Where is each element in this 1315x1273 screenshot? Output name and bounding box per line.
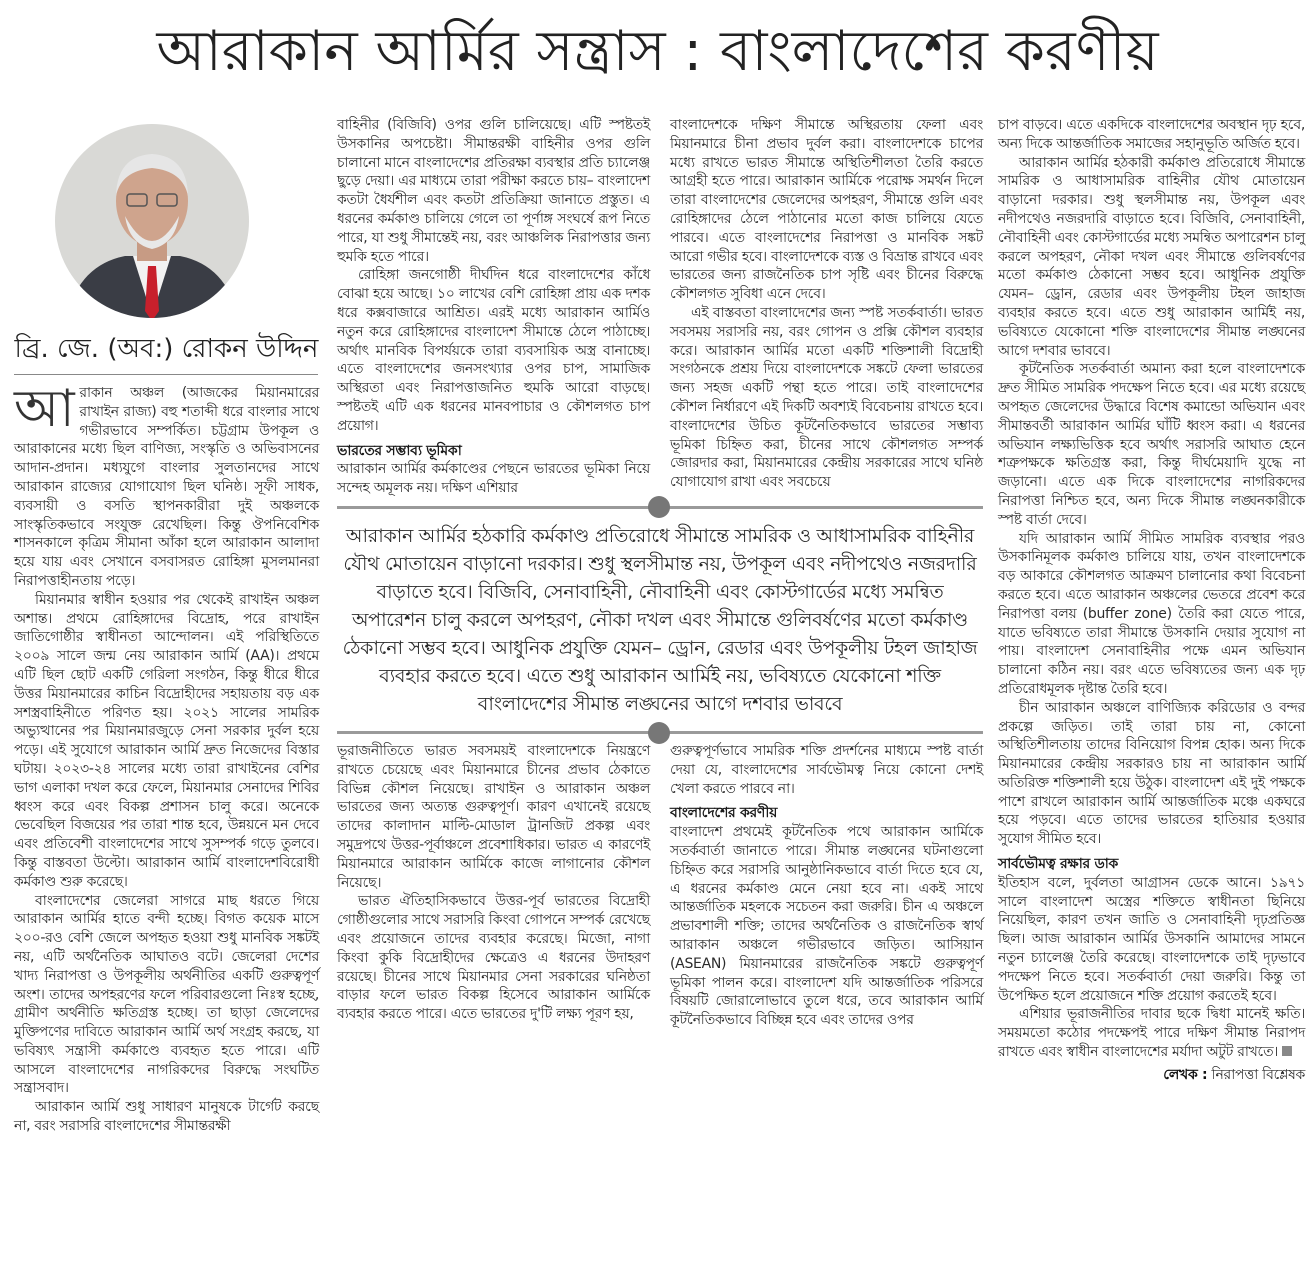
- credit-label: লেখক :: [1163, 1066, 1208, 1083]
- paragraph: কূটনৈতিক সতর্কবার্তা অমান্য করা হলে বাংলাদেশকে দ্রুত সীমিত সামরিক পদক্ষেপ নিতে হবে। এর মধ্যে রয়েছে অপহৃত জেলেদের উদ্ধারে বিশেষ কমান্ডো অভিযান এবং সীমান্তবর্তী আরাকান আর্মির ঘাঁটি ধ্বংস করা। এ ধরনের অভিযান লক্ষ্যভিত্তিক হবে অর্থাৎ সরাসরি আঘাত হেনে শত্রুপক্ষকে ক্ষতিগ্রস্ত করা, কিন্তু দীর্ঘমেয়াদি যুদ্ধে না জড়ানো। এতে এক দিকে বাংলাদেশের নাগরিকদের নিরাপত্তা নিশ্চিত হবে, অন্য দিকে সীমান্ত লঙ্ঘনকারীকে স্পষ্ট বার্তা দেবে।: [998, 361, 1305, 528]
- paragraph: আরাকান আর্মির হঠকারী কর্মকাণ্ড প্রতিরোধে সীমান্তে সামরিক ও আধাসামরিক বাহিনীর যৌথ মোতায়েন বাড়ানো দরকার। শুধু স্থলসীমান্ত নয়, উপকূল এবং নদীপথেও নজরদারি বাড়াতে হবে। বিজিবি, সেনাবাহিনী, নৌবাহিনী এবং কোস্টগার্ডের মধ্যে সমন্বিত অপারেশন চালু করলে অপহরণ, নৌকা দখল এবং সীমান্তে গুলিবর্ষণের মতো কর্মকাণ্ড ঠেকানো সম্ভব হবে। আধুনিক প্রযুক্তি যেমন– ড্রোন, রেডার এবং উপকূলীয় টহল জাহাজ ব্যবহার করতে হবে। এতে শুধু আরাকান আর্মিই নয়, ভবিষ্যতে যেকোনো শক্তি বাংলাদেশের সীমান্ত লঙ্ঘনের আগে দশবার ভাববে।: [998, 154, 1305, 359]
- intro-text: রাকান অঞ্চল (আজকের মিয়ানমারের রাখাইন রাজ্য) বহু শতাব্দী ধরে বাংলার সাথে গভীরভাবে সম্পর্কিত। চট্টগ্রাম উপকূল ও আরাকানের মধ্যে ছিল বাণিজ্য, সংস্কৃতি ও অভিবাসনের আদান-প্রদান। মধ্যযুগে বাংলার সুলতানদের সাথে আরাকান রাজ্যের যোগাযোগ ছিল ঘনিষ্ঠ। সূফী সাধক, ব্যবসায়ী ও বসতি স্থাপনকারীরা দুই অঞ্চলকে সাংস্কৃতিকভাবে সংযুক্ত রেখেছিল। কিন্তু ঔপনিবেশিক শাসনকালে কৃত্রিম সীমানা আঁকা হলে আরাকান আলাদা হয়ে যায় এবং সেখানে বসবাসরত রোহিঙ্গা মুসলমানরা নিরাপত্তাহীনতায় পড়ে।: [14, 385, 319, 589]
- end-mark-icon: [1282, 1046, 1292, 1056]
- author-photo: [55, 116, 250, 326]
- column-1: [14, 379, 319, 1136]
- pull-quote: আরাকান আর্মির হঠকারি কর্মকাণ্ড প্রতিরোধে সীমান্তে সামরিক ও আধাসামরিক বাহিনীর যৌথ মোতায়েন বাড়ানো দরকার। শুধু স্থলসীমান্ত নয়, উপকূল এবং নদীপথেও নজরদারি বাড়াতে হবে। বিজিবি, সেনাবাহিনী, নৌবাহিনী এবং কোস্টগার্ডের মধ্যে সমন্বিত অপারেশন চালু করলে অপহরণ, নৌকা দখল এবং সীমান্তে গুলিবর্ষণের মতো কর্মকাণ্ড ঠেকানো সম্ভব হবে। আধুনিক প্রযুক্তি যেমন– ড্রোন, রেডার এবং উপকূলীয় টহল জাহাজ ব্যবহার করতে হবে। এতে শুধু আরাকান আর্মিই নয়, ভবিষ্যতে যেকোনো শক্তি বাংলাদেশের সীমান্ত লঙ্ঘনের আগে দশবার ভাববে: [342, 524, 978, 715]
- subheading-bangladesh-duty: বাংলাদেশের করণীয়: [670, 805, 778, 822]
- paragraph: আরাকান আর্মি শুধু সাধারণ মানুষকে টার্গেট করছে না, বরং সরাসরি বাংলাদেশের সীমান্তরক্ষী: [14, 1099, 319, 1135]
- paragraph: মিয়ানমার স্বাধীন হওয়ার পর থেকেই রাখাইন অঞ্চল অশান্ত। প্রথমে রোহিঙ্গাদের বিদ্রোহ, পরে রাখাইন জাতিগোষ্ঠীর স্বাধীনতা আন্দোলন। এই পরিস্থিতিতে ২০০৯ সালে জন্ম নেয় আরাকান আর্মি (AA)। প্রথমে এটি ছিল ছোট একটি গেরিলা সংগঠন, কিন্তু ধীরে ধীরে উত্তর মিয়ানমারের কাচিন বিদ্রোহীদের সহায়তায় বড় এক সশস্ত্রবাহিনীতে পরিণত হয়। ২০২১ সালের সামরিক অভ্যুত্থানের পর মিয়ানমারজুড়ে সেনা সরকার দুর্বল হয়ে পড়ে। এই সুযোগে আরাকান আর্মি দ্রুত নিজেদের বিস্তার ঘটায়। ২০২৩-২৪ সালের মধ্যে তারা রাখাইনের বেশির ভাগ এলাকা দখল করে ফেলে, মিয়ানমার সেনাদের শিবির ধ্বংস করে এবং বিকল্প প্রশাসন চালু করে। অনেকে ভেবেছিল বিজয়ের পর তারা শান্ত হবে, উন্নয়নে মন দেবে এবং প্রতিবেশী বাংলাদেশের সাথে সুসম্পর্ক গড়ে তুলবে। কিন্তু বাস্তবতা উল্টো। আরাকান আর্মি বাংলাদেশবিরোধী কর্মকাণ্ড শুরু করেছে।: [14, 591, 319, 890]
- final-text: এশিয়ার ভূরাজনীতির দাবার ছকে দ্বিধা মানেই ক্ষতি। সময়মতো কঠোর পদক্ষেপই পারে দক্ষিণ সীমান্ত নিরাপদ রাখতে এবং স্বাধীন বাংলাদেশের মর্যাদা অটুট রাখতে।: [998, 1006, 1305, 1061]
- column-4: [998, 116, 1305, 1085]
- paragraph: ইতিহাস বলে, দুর্বলতা আগ্রাসন ডেকে আনে। ১৯৭১ সালে বাংলাদেশ অস্ত্রের শক্তিতে স্বাধীনতা ছিনিয়ে নিয়েছিল, কারণ তখন জাতি ও সেনাবাহিনী দৃঢ়প্রতিজ্ঞ ছিল। আজ আরাকান আর্মির উসকানি আমাদের সামনে নতুন চ্যালেঞ্জ তৈরি করেছে। বাংলাদেশকে তাই দৃঢ়ভাবে পদক্ষেপ নিতে হবে। সতর্কবার্তা দেয়া জরুরি। কিন্তু তা উপেক্ষিত হলে প্রয়োজনে শক্তি প্রয়োগ করতেই হবে।: [998, 874, 1305, 1004]
- paragraph: এই বাস্তবতা বাংলাদেশের জন্য স্পষ্ট সতর্কবার্তা। ভারত সবসময় সরাসরি নয়, বরং গোপন ও প্রক্সি কৌশল ব্যবহার করে। আরাকান আর্মির মতো একটি শক্তিশালী বিদ্রোহী সংগঠনকে প্রশ্রয় দিয়ে বাংলাদেশকে সঙ্কটে ফেলা ভারতের জন্য সহজ একটি পন্থা হতে পারে। তাই বাংলাদেশের কৌশল নির্ধারণে এই দিকটি অবশ্যই বিবেচনায় রাখতে হবে। বাংলাদেশের উচিত কূটনৈতিকভাবে ভারতের সম্ভাব্য ভূমিকা চিহ্নিত করা, চীনের সাথে কৌশলগত সম্পর্ক জোরদার করা, মিয়ানমারের কেন্দ্রীয় সরকারের সাথে ঘনিষ্ঠ যোগাযোগ রাখা এবং সবচেয়ে: [670, 304, 983, 491]
- credit-value: নিরাপত্তা বিশ্লেষক: [1211, 1066, 1305, 1083]
- column-2-top: [337, 116, 650, 498]
- column-2-bottom: [337, 742, 650, 1030]
- paragraph: বাংলাদেশের জেলেরা সাগরে মাছ ধরতে গিয়ে আরাকান আর্মির হাতে বন্দী হচ্ছে। বিগত কয়েক মাসে ২০০-রও বেশি জেলে অপহৃত হওয়া শুধু মানবিক সঙ্কটই নয়, এটি অর্থনৈতিক আঘাতও বটে। জেলেরা দেশের খাদ্য নিরাপত্তা ও উপকূলীয় অর্থনীতির একটি গুরুত্বপূর্ণ অংশ। তাদের অপহরণের ফলে পরিবারগুলো নিঃস্ব হচ্ছে, গ্রামীণ অর্থনীতি ক্ষতিগ্রস্ত হচ্ছে। তা ছাড়া জেলেদের মুক্তিপণের দাবিতে আরাকান আর্মি অর্থ সংগ্রহ করছে, যা ভবিষ্যৎ সন্ত্রাসী কর্মকাণ্ডে ব্যবহৃত হতে পারে। এটি আসলে বাংলাদেশের নাগরিকদের বিরুদ্ধে সংঘটিত সন্ত্রাসবাদ।: [14, 892, 319, 1097]
- byline-divider: [14, 374, 318, 375]
- subheading-sovereignty: সার্বভৌমত্ব রক্ষার ডাক: [998, 856, 1119, 873]
- paragraph: ভারত ঐতিহাসিকভাবে উত্তর-পূর্ব ভারতের বিদ্রোহী গোষ্ঠীগুলোর সাথে সরাসরি কিংবা গোপনে সম্পর্ক রেখেছে এবং প্রয়োজনে তাদের ব্যবহার করেছে। মিজো, নাগা কিংবা কুকি বিদ্রোহীদের ক্ষেত্রেও এ ধরনের উদাহরণ রয়েছে। চীনের সাথে মিয়ানমার সেনা সরকারের ঘনিষ্ঠতা বাড়ার ফলে ভারত বিকল্প হিসেবে আরাকান আর্মিকে ব্যবহার করতে পারে। এতে ভারতের দু'টি লক্ষ্য পূরণ হয়,: [337, 893, 650, 1023]
- paragraph: চাপ বাড়বে। এতে একদিকে বাংলাদেশের অবস্থান দৃঢ় হবে, অন্য দিকে আন্তর্জাতিক সমাজের সহানুভূতি অর্জিত হবে।: [998, 117, 1305, 152]
- paragraph: বাহিনীর (বিজিবি) ওপর গুলি চালিয়েছে। এটি স্পষ্টতই উসকানির অপচেষ্টা। সীমান্তরক্ষী বাহিনীর ওপর গুলি চালানো মানে বাংলাদেশের প্রতিরক্ষা ব্যবস্থার প্রতি চ্যালেঞ্জ ছুড়ে দেয়া। এর মাধ্যমে তারা পরীক্ষা করতে চায়– বাংলাদেশ কতটা ধৈর্যশীল এবং কতটা প্রতিক্রিয়া জানাতে প্রস্তুত। এ ধরনের কর্মকাণ্ড চালিয়ে গেলে তা পূর্ণাঙ্গ সংঘর্ষে রূপ নিতে পারে, যা শুধু সীমান্তেই নয়, বরং আঞ্চলিক নিরাপত্তার জন্য হুমকি হতে পারে।: [337, 117, 650, 265]
- middle-columns: [337, 116, 983, 1030]
- paragraph: রোহিঙ্গা জনগোষ্ঠী দীর্ঘদিন ধরে বাংলাদেশের কাঁধে বোঝা হয়ে আছে। ১০ লাখের বেশি রোহিঙ্গা প্রায় এক দশক ধরে কক্সবাজারে আশ্রিত। এরই মধ্যে আরাকান আর্মিও নতুন করে রোহিঙ্গাদের বাংলাদেশ সীমান্তে ঠেলে পাঠাচ্ছে। অর্থাৎ মানবিক বিপর্যয়কে তারা ব্যবসায়িক অস্ত্র বানাচ্ছে। এতে বাংলাদেশের জনসংখ্যার ওপর চাপ, সামাজিক অস্থিরতা এবং নিরাপত্তাজনিত হুমকি আরো বাড়ছে। স্পষ্টতই এটি এক ধরনের মানবপাচার ও কৌশলগত চাপ প্রয়োগ।: [337, 267, 650, 434]
- column-3-top: [670, 116, 983, 498]
- paragraph: যদি আরাকান আর্মি সীমিত সামরিক ব্যবস্থার পরও উসকানিমূলক কর্মকাণ্ড চালিয়ে যায়, তখন বাংলাদেশকে বড় আকারে কৌশলগত আক্রমণ চালানোর কথা বিবেচনা করতে হবে। এতে আরাকান অঞ্চলের ভেতরে প্রবেশ করে নিরাপত্তা বলয় (buffer zone) তৈরি করা যেতে পারে, যাতে ভবিষ্যতে তারা সীমান্তে উসকানি দেয়ার সুযোগ না পায়। বাংলাদেশ সেনাবাহিনীর পক্ষে এমন অভিযান চালানো কঠিন নয়। বরং এতে ভবিষ্যতের জন্য এক দৃঢ় প্রতিরোধমূলক দৃষ্টান্ত তৈরি হবে।: [998, 530, 1305, 697]
- paragraph: গুরুত্বপূর্ণভাবে সামরিক শক্তি প্রদর্শনের মাধ্যমে স্পষ্ট বার্তা দেয়া যে, বাংলাদেশের সার্বভৌমত্ব নিয়ে কোনো দেশই খেলা করতে পারবে না।: [670, 742, 983, 797]
- subheading-india-role: ভারতের সম্ভাব্য ভূমিকা: [337, 442, 462, 459]
- paragraph: বাংলাদেশ প্রথমেই কূটনৈতিক পথে আরাকান আর্মিকে সতর্কবার্তা জানাতে পারে। সীমান্ত লঙ্ঘনের ঘটনাগুলো চিহ্নিত করে সরাসরি আনুষ্ঠানিকভাবে বার্তা দিতে হবে যে, এ ধরনের কর্মকাণ্ড মেনে নেয়া হবে না। একই সাথে আন্তর্জাতিক মহলকে সচেতন করা জরুরি। চীন এ অঞ্চলে প্রভাবশালী শক্তি; তাদের অর্থনৈতিক ও রাজনৈতিক স্বার্থ আরাকান অঞ্চলে গভীরভাবে জড়িত। আসিয়ান (ASEAN) মিয়ানমারের রাজনৈতিক সঙ্কটে গুরুত্বপূর্ণ ভূমিকা পালন করে। বাংলাদেশ যদি আন্তর্জাতিক পরিসরে বিষয়টি জোরালোভাবে তুলে ধরে, তবে আরাকান আর্মি কূটনৈতিকভাবে বিচ্ছিন্ন হবে এবং তাদের ওপর: [670, 824, 983, 1029]
- pullquote-top-dot: [648, 496, 670, 518]
- author-credit: [998, 1066, 1305, 1085]
- pull-quote-block: [337, 506, 983, 734]
- drop-cap: আ: [14, 379, 75, 439]
- column-3-bottom: [670, 742, 983, 1030]
- paragraph: বাংলাদেশকে দক্ষিণ সীমান্তে অস্থিরতায় ফেলা এবং মিয়ানমারে চীনা প্রভাব দুর্বল করা। বাংলাদেশকে চাপের মধ্যে রাখতে ভারত সীমান্তে অস্থিতিশীলতা তৈরি করতে আগ্রহী হতে পারে। আরাকান আর্মিকে পরোক্ষ সমর্থন দিলে তারা বাংলাদেশের জেলেদের অপহরণ, সীমান্তে গুলি এবং রোহিঙ্গাদের ঠেলে পাঠানোর মতো কাজ চালিয়ে যেতে পারবে। এতে বাংলাদেশের নিরাপত্তা ও মানবিক সঙ্কট আরো গভীর হবে। বাংলাদেশকে ব্যস্ত ও বিভ্রান্ত রাখবে এবং ভারতের জন্য রাজনৈতিক চাপ সৃষ্টি এবং চীনের বিরুদ্ধে কৌশলগত সুবিধা এনে দেবে।: [670, 117, 983, 303]
- author-portrait-image: [55, 116, 250, 326]
- headline: আরাকান আর্মির সন্ত্রাস : বাংলাদেশের করণীয়: [156, 19, 1159, 84]
- paragraph: চীন আরাকান অঞ্চলে বাণিজ্যিক করিডোর ও বন্দর প্রকল্পে জড়িত। তাই তারা চায় না, কোনো অস্থিতিশীলতায় তাদের বিনিয়োগ বিপন্ন হোক। অন্য দিকে মিয়ানমারের কেন্দ্রীয় সরকারও চায় না আরাকান আর্মি অতিরিক্ত শক্তিশালী হয়ে উঠুক। বাংলাদেশ এই দুই পক্ষকে পাশে রাখলে আরাকান আর্মি আন্তর্জাতিক মঞ্চে একঘরে হয়ে পড়বে। এতে তাদের ভারতের হাতিয়ার হওয়ার সুযোগ সীমিত হবে।: [998, 699, 1305, 848]
- paragraph: আরাকান আর্মির কর্মকাণ্ডের পেছনে ভারতের ভূমিকা নিয়ে সন্দেহ অমূলক নয়। দক্ষিণ এশিয়ার: [337, 461, 650, 497]
- author-byline: ব্রি. জে. (অব:) রোকন উদ্দিন: [14, 334, 319, 364]
- intro-paragraph: [14, 379, 319, 591]
- paragraph: ভূরাজনীতিতে ভারত সবসময়ই বাংলাদেশকে নিয়ন্ত্রণে রাখতে চেয়েছে এবং মিয়ানমারে চীনের প্রভাব ঠেকাতে বিভিন্ন কৌশল নিয়েছে। রাখাইন ও আরাকান অঞ্চল ভারতের জন্য অত্যন্ত গুরুত্বপূর্ণ। কারণ এখানেই রয়েছে তাদের কালাদান মাল্টি-মোডাল ট্রানজিট প্রকল্প এবং সমুদ্রপথে উত্তর-পূর্বাঞ্চলে প্রবেশাধিকার। ভারত এ কারণেই মিয়ানমারে আরাকান আর্মিকে কাজে লাগানোর কৌশল নিয়েছে।: [337, 742, 650, 891]
- pullquote-bottom-dot: [648, 722, 670, 744]
- final-paragraph: [998, 1005, 1305, 1061]
